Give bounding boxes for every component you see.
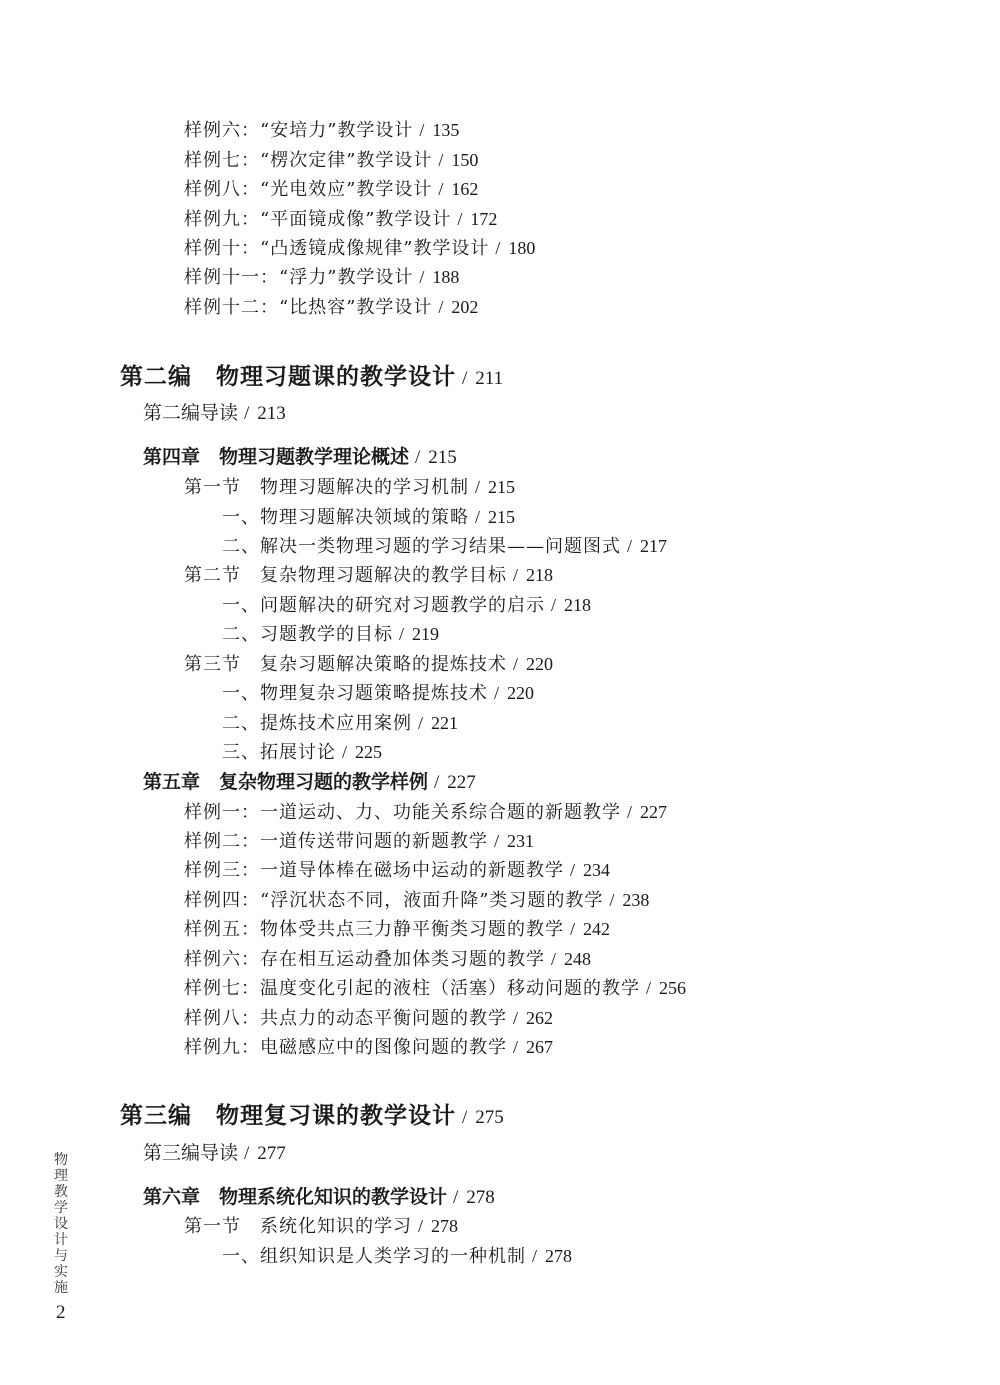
page-separator: / [495, 238, 501, 258]
toc-example-entry [184, 239, 535, 258]
page-separator: / [609, 890, 615, 910]
entry-page-number: 220 [526, 654, 554, 674]
entry-page-number: 218 [564, 595, 592, 615]
toc-example-entry [184, 1009, 553, 1028]
toc-chapter-entry [143, 1188, 495, 1207]
toc-example-entry [184, 1038, 553, 1057]
page-separator: / [399, 624, 405, 644]
entry-title: 样例八：“光电效应”教学设计 [184, 179, 433, 200]
page-separator: / [513, 1037, 519, 1057]
entry-title: 第六章 物理系统化知识的教学设计 [143, 1186, 448, 1208]
toc-example-entry [184, 298, 478, 317]
toc-example-entry [184, 920, 610, 939]
entry-title: 样例四：“浮沉状态不同，液面升降”类习题的教学 [184, 890, 604, 911]
page-separator: / [513, 565, 519, 585]
page-separator: / [627, 802, 633, 822]
entry-title: 样例八：共点力的动态平衡问题的教学 [184, 1008, 507, 1029]
entry-page-number: 234 [583, 860, 611, 880]
entry-title: 第三节 复杂习题解决策略的提炼技术 [184, 654, 507, 675]
entry-page-number: 172 [470, 209, 498, 229]
entry-title: 一、问题解决的研究对习题教学的启示 [222, 595, 545, 616]
entry-title: 一、物理习题解决领域的策略 [222, 507, 469, 528]
entry-page-number: 275 [475, 1107, 504, 1128]
entry-title: 样例七：“楞次定律”教学设计 [184, 150, 433, 171]
entry-page-number: 278 [466, 1187, 495, 1208]
entry-page-number: 218 [526, 565, 554, 585]
entry-page-number: 217 [640, 536, 668, 556]
page-separator: / [438, 150, 444, 170]
toc-example-entry [184, 832, 534, 851]
page-separator: / [475, 507, 481, 527]
page-separator: / [418, 713, 424, 733]
entry-page-number: 150 [451, 150, 479, 170]
page-separator: / [513, 654, 519, 674]
entry-title: 三、拓展讨论 [222, 742, 336, 763]
toc-example-entry [184, 180, 478, 199]
toc-example-entry [184, 891, 649, 910]
toc-example-entry [184, 803, 667, 822]
page-separator: / [494, 831, 500, 851]
entry-title: 第二编 物理习题课的教学设计 [120, 363, 456, 390]
toc-subsection-entry [222, 625, 439, 644]
entry-title: 样例九：电磁感应中的图像问题的教学 [184, 1037, 507, 1058]
toc-chapter-entry [143, 773, 476, 792]
entry-page-number: 221 [431, 713, 459, 733]
entry-title: 第一节 物理习题解决的学习机制 [184, 477, 469, 498]
page-separator: / [434, 772, 440, 793]
entry-title: 一、组织知识是人类学习的一种机制 [222, 1246, 526, 1267]
page-separator: / [570, 919, 576, 939]
entry-title: 第五章 复杂物理习题的教学样例 [143, 771, 429, 793]
entry-page-number: 211 [475, 368, 504, 389]
entry-page-number: 267 [526, 1037, 554, 1057]
entry-page-number: 213 [257, 403, 286, 424]
page-separator: / [551, 949, 557, 969]
page-separator: / [419, 120, 425, 140]
entry-page-number: 248 [564, 949, 592, 969]
entry-title: 样例三：一道导体棒在磁场中运动的新题教学 [184, 860, 564, 881]
entry-title: 样例九：“平面镜成像”教学设计 [184, 209, 452, 230]
entry-page-number: 256 [659, 978, 687, 998]
entry-title: 样例十二：“比热容”教学设计 [184, 297, 433, 318]
entry-page-number: 231 [507, 831, 535, 851]
toc-part-entry [120, 1104, 504, 1127]
entry-title: 第二编导读 [143, 402, 239, 424]
page-separator: / [457, 209, 463, 229]
page-separator: / [415, 447, 421, 468]
page-separator: / [646, 978, 652, 998]
toc-section-entry [184, 478, 515, 497]
entry-title: 样例六：存在相互运动叠加体类习题的教学 [184, 949, 545, 970]
entry-title: 样例一：一道运动、力、功能关系综合题的新题教学 [184, 802, 621, 823]
toc-subsection-entry [222, 1247, 572, 1266]
page-separator: / [532, 1246, 538, 1266]
toc-example-entry [184, 979, 686, 998]
entry-page-number: 278 [545, 1246, 573, 1266]
entry-page-number: 215 [488, 507, 516, 527]
page-separator: / [462, 1107, 468, 1128]
toc-example-entry [184, 210, 497, 229]
page-separator: / [418, 1216, 424, 1236]
entry-page-number: 219 [412, 624, 440, 644]
entry-title: 样例七：温度变化引起的液柱（活塞）移动问题的教学 [184, 978, 640, 999]
entry-title: 二、提炼技术应用案例 [222, 713, 412, 734]
entry-title: 第二节 复杂物理习题解决的教学目标 [184, 565, 507, 586]
toc-part-entry [120, 365, 503, 388]
page-separator: / [438, 179, 444, 199]
entry-page-number: 227 [447, 772, 476, 793]
entry-page-number: 135 [432, 120, 460, 140]
entry-title: 二、习题教学的目标 [222, 624, 393, 645]
toc-example-entry [184, 950, 591, 969]
toc-example-entry [184, 268, 459, 287]
toc-subsection-entry [222, 743, 382, 762]
page-separator: / [244, 403, 250, 424]
entry-title: 样例五：物体受共点三力静平衡类习题的教学 [184, 919, 564, 940]
entry-page-number: 278 [431, 1216, 459, 1236]
entry-page-number: 242 [583, 919, 611, 939]
toc-example-entry [184, 151, 478, 170]
entry-title: 样例六：“安培力”教学设计 [184, 120, 414, 141]
entry-page-number: 238 [622, 890, 650, 910]
entry-page-number: 220 [507, 683, 535, 703]
entry-page-number: 162 [451, 179, 479, 199]
toc-subsection-entry [222, 684, 534, 703]
page-separator: / [342, 742, 348, 762]
page-separator: / [438, 297, 444, 317]
toc-example-entry [184, 121, 459, 140]
toc-section-entry [184, 655, 553, 674]
entry-title: 一、物理复杂习题策略提炼技术 [222, 683, 488, 704]
toc-example-entry [184, 861, 610, 880]
entry-page-number: 180 [508, 238, 536, 258]
page-separator: / [475, 477, 481, 497]
entry-title: 第三编 物理复习课的教学设计 [120, 1102, 456, 1129]
entry-title: 样例十一：“浮力”教学设计 [184, 267, 414, 288]
page-number: 2 [56, 1302, 66, 1323]
toc-intro-entry [143, 1144, 286, 1163]
entry-page-number: 227 [640, 802, 668, 822]
entry-title: 样例十：“凸透镜成像规律”教学设计 [184, 238, 490, 259]
page-separator: / [570, 860, 576, 880]
entry-title: 样例二：一道传送带问题的新题教学 [184, 831, 488, 852]
entry-page-number: 215 [428, 447, 457, 468]
toc-subsection-entry [222, 537, 667, 556]
entry-page-number: 277 [257, 1143, 286, 1164]
page-separator: / [494, 683, 500, 703]
entry-title: 第三编导读 [143, 1142, 239, 1164]
entry-title: 二、解决一类物理习题的学习结果——问题图式 [222, 536, 621, 557]
toc-subsection-entry [222, 596, 591, 615]
entry-page-number: 225 [355, 742, 383, 762]
entry-title: 第四章 物理习题教学理论概述 [143, 446, 410, 468]
book-title-vertical: 物理教学设计与实施 [54, 1152, 68, 1296]
entry-title: 第一节 系统化知识的学习 [184, 1216, 412, 1237]
page-separator: / [513, 1008, 519, 1028]
page-separator: / [551, 595, 557, 615]
entry-page-number: 262 [526, 1008, 554, 1028]
toc-section-entry [184, 1217, 458, 1236]
page-separator: / [462, 368, 468, 389]
toc-intro-entry [143, 404, 286, 423]
page-separator: / [419, 267, 425, 287]
toc-subsection-entry [222, 714, 458, 733]
toc-section-entry [184, 566, 553, 585]
toc-subsection-entry [222, 508, 515, 527]
toc-chapter-entry [143, 448, 457, 467]
entry-page-number: 188 [432, 267, 460, 287]
page-separator: / [453, 1187, 459, 1208]
entry-page-number: 202 [451, 297, 479, 317]
entry-page-number: 215 [488, 477, 516, 497]
page-separator: / [244, 1143, 250, 1164]
page-separator: / [627, 536, 633, 556]
